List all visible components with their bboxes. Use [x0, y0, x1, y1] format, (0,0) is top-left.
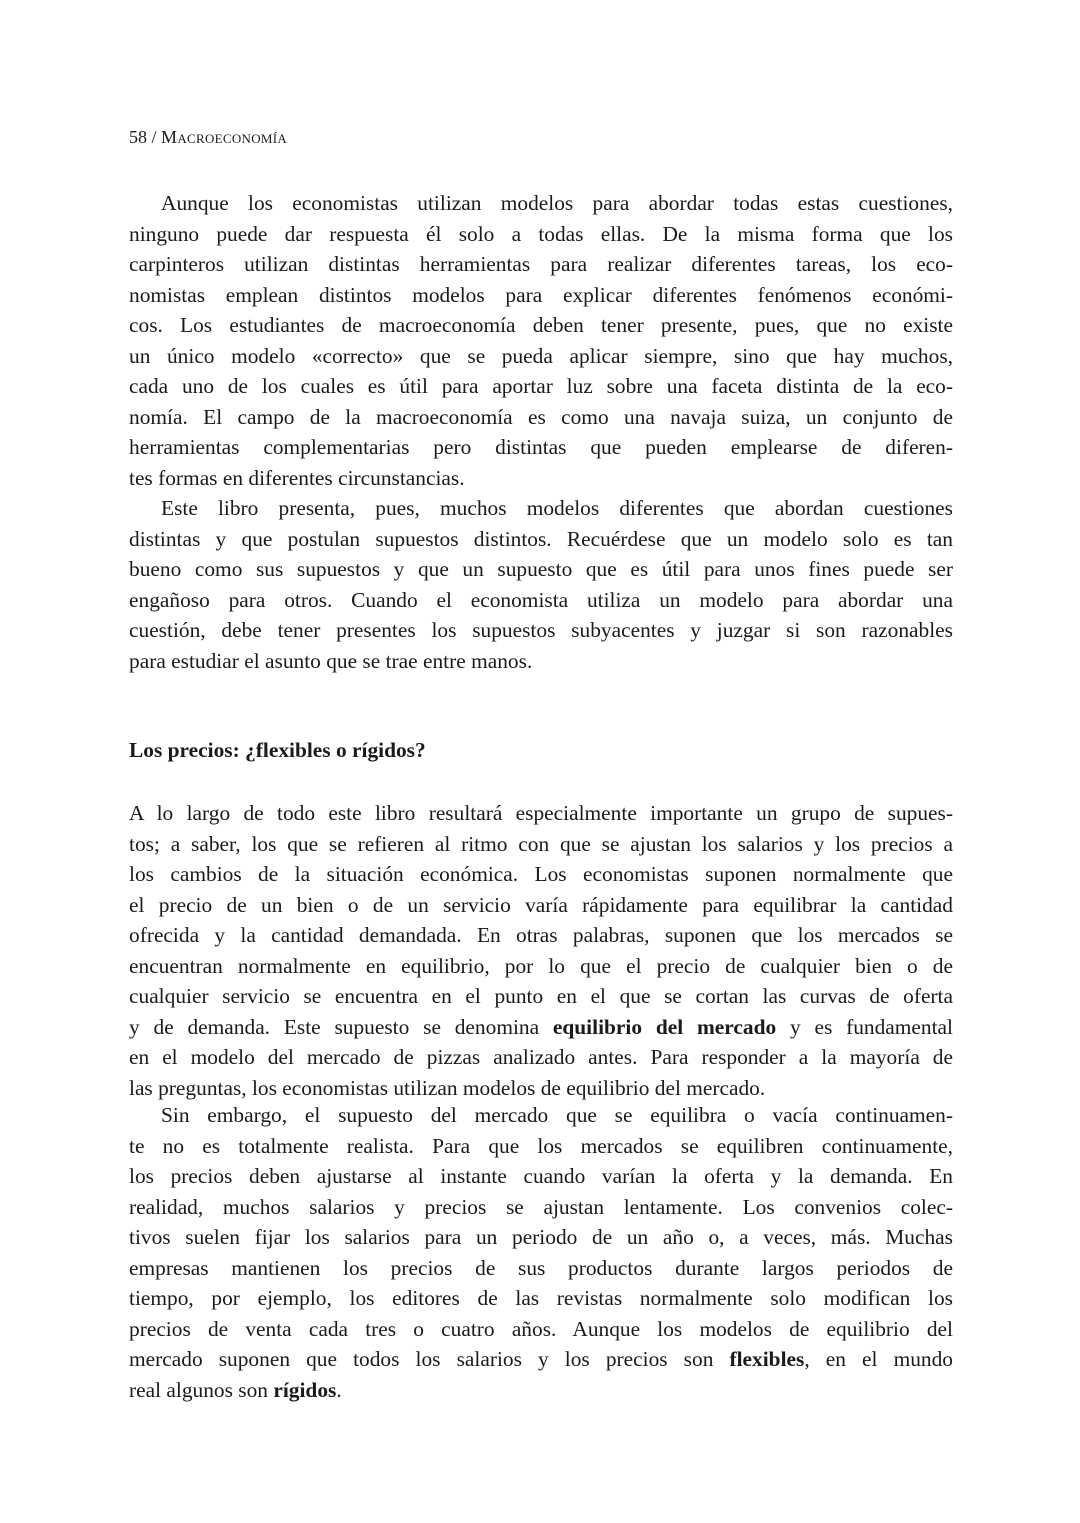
text-segment: tiempo, por ejemplo, los editores de las revistas normalmente solo modifican los	[129, 1286, 953, 1310]
text-segment: ofrecida y la cantidad demandada. En otras palabras, suponen que los mercados se	[129, 923, 953, 947]
text-line	[129, 615, 953, 646]
text-line	[129, 981, 953, 1012]
text-segment: un único modelo «correcto» que se pueda aplicar siempre, sino que hay muchos,	[129, 343, 953, 368]
text-segment: y de demanda. Este supuesto se denomina	[129, 1014, 553, 1039]
text-line	[129, 554, 953, 585]
text-segment: empresas mantienen los precios de sus productos durante largos periodos de	[129, 1255, 953, 1280]
text-line	[129, 371, 953, 402]
text-segment: engañoso para otros. Cuando el economista utiliza un modelo para abordar una	[129, 587, 953, 612]
text-segment: nomía. El campo de la macroeconomía es como una navaja suiza, un conjunto de	[129, 404, 953, 429]
text-line	[129, 1012, 953, 1043]
bold-term: rígidos	[273, 1377, 337, 1402]
text-segment: cualquier servicio se encuentra en el punto en el que se cortan las curvas de oferta	[129, 984, 953, 1008]
text-segment: tos; a saber, los que se refieren al ritmo con que se ajustan los salarios y los precios a	[129, 831, 953, 856]
text-segment: carpinteros utilizan distintas herramientas para realizar diferentes tareas, los eco-	[129, 252, 953, 276]
text-line	[129, 1131, 953, 1162]
text-line	[129, 1375, 953, 1406]
text-line	[129, 890, 953, 921]
text-segment: cuestión, debe tener presentes los supuestos subyacentes y juzgar si son razonables	[129, 618, 953, 642]
text-line	[129, 463, 953, 494]
running-title: Macroeconomía	[161, 127, 288, 147]
text-segment: tivos suelen fijar los salarios para un periodo de un año o, a veces, más. Muchas	[129, 1225, 953, 1249]
text-line	[129, 859, 953, 890]
text-segment: realidad, muchos salarios y precios se ajustan lentamente. Los convenios colec-	[129, 1194, 953, 1219]
text-segment: , en el mundo	[804, 1347, 953, 1371]
text-segment: para estudiar el asunto que se trae entre manos.	[129, 648, 533, 673]
bold-term: equilibrio del mercado	[552, 1014, 777, 1039]
text-line	[129, 646, 953, 677]
text-segment: A lo largo de todo este libro resultará especialmente importante un grupo de supues-	[129, 801, 953, 825]
text-line	[129, 798, 953, 829]
text-line	[129, 1283, 953, 1314]
text-line	[129, 219, 953, 250]
text-segment: real algunos son	[129, 1377, 274, 1402]
text-segment: Este libro presenta, pues, muchos modelos diferentes que abordan cuestiones	[161, 496, 953, 520]
text-line	[129, 951, 953, 982]
text-line	[129, 920, 953, 951]
text-line	[129, 402, 953, 433]
bold-term: flexibles	[729, 1347, 805, 1371]
text-segment: bueno como sus supuestos y que un supuesto que es útil para unos fines puede ser	[129, 557, 953, 581]
text-segment: .	[336, 1377, 342, 1402]
page-number: 58 /	[129, 127, 162, 147]
text-line	[129, 1314, 953, 1345]
text-segment: tes formas en diferentes circunstancias.	[129, 465, 465, 490]
text-line	[129, 1073, 953, 1104]
text-line	[129, 432, 953, 463]
text-line	[129, 310, 953, 341]
text-line	[129, 341, 953, 372]
text-segment: Aunque los economistas utilizan modelos para abordar todas estas cuestiones,	[161, 191, 953, 215]
text-segment: herramientas complementarias pero distintas que pueden emplearse de diferen-	[129, 435, 953, 459]
text-line	[129, 1222, 953, 1253]
text-line	[129, 1192, 953, 1223]
text-segment: en el modelo del mercado de pizzas analizado antes. Para responder a la mayoría de	[129, 1045, 953, 1069]
text-segment: distintas y que postulan supuestos distintos. Recuérdese que un modelo solo es tan	[129, 526, 953, 551]
text-segment: cos. Los estudiantes de macroeconomía deben tener presente, pues, que no existe	[129, 313, 953, 337]
text-segment: precios de venta cada tres o cuatro años. Aunque los modelos de equilibrio del	[129, 1316, 953, 1341]
text-line	[129, 249, 953, 280]
text-line	[129, 188, 953, 219]
text-segment: las preguntas, los economistas utilizan modelos de equilibrio del mercado.	[129, 1075, 766, 1100]
paragraph-4	[129, 1100, 953, 1405]
text-line	[129, 585, 953, 616]
text-line	[129, 1161, 953, 1192]
text-line	[129, 280, 953, 311]
text-segment: mercado suponen que todos los salarios y los precios son	[129, 1347, 730, 1371]
text-segment: y es fundamental	[776, 1014, 953, 1039]
text-segment: encuentran normalmente en equilibrio, por lo que el precio de cualquier bien o de	[129, 953, 953, 978]
paragraph-2	[129, 493, 953, 676]
text-segment: nomistas emplean distintos modelos para explicar diferentes fenómenos económi-	[129, 282, 953, 307]
section-heading: Los precios: ¿flexibles o rígidos?	[129, 738, 426, 762]
text-line	[129, 1253, 953, 1284]
running-header	[129, 127, 287, 148]
text-line	[129, 1042, 953, 1073]
text-line	[129, 1344, 953, 1375]
paragraph-3	[129, 798, 953, 1103]
text-segment: cada uno de los cuales es útil para aportar luz sobre una faceta distinta de la eco-	[129, 374, 953, 398]
text-line	[129, 1100, 953, 1131]
text-segment: te no es totalmente realista. Para que los mercados se equilibren continuamente,	[129, 1133, 953, 1158]
text-segment: el precio de un bien o de un servicio varía rápidamente para equilibrar la cantidad	[129, 892, 953, 917]
paragraph-1	[129, 188, 953, 493]
text-segment: Sin embargo, el supuesto del mercado que se equilibra o vacía continuamen-	[161, 1103, 953, 1127]
text-line	[129, 524, 953, 555]
text-line	[129, 493, 953, 524]
text-segment: los cambios de la situación económica. Los economistas suponen normalmente que	[129, 862, 953, 886]
text-segment: ninguno puede dar respuesta él solo a todas ellas. De la misma forma que los	[129, 221, 953, 246]
text-line	[129, 829, 953, 860]
text-segment: los precios deben ajustarse al instante cuando varían la oferta y la demanda. En	[129, 1164, 953, 1188]
